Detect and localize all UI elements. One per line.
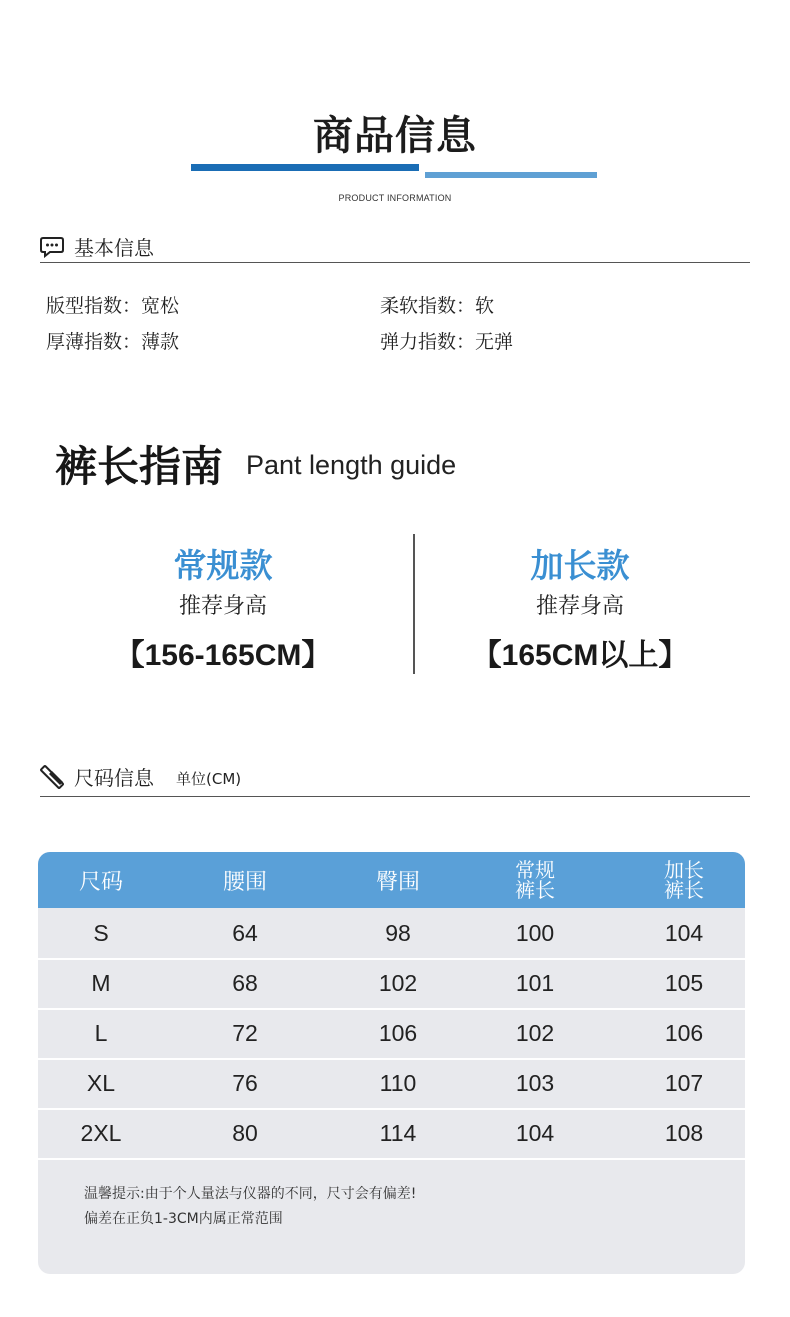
ruler-pencil-icon bbox=[40, 765, 64, 787]
cell-size: XL bbox=[86, 1070, 116, 1096]
cell-regular: 102 bbox=[515, 1020, 555, 1046]
cell-long: 107 bbox=[664, 1070, 704, 1096]
size-unit: 单位(CM) bbox=[176, 770, 242, 788]
cell-long: 108 bbox=[664, 1120, 704, 1146]
table-row bbox=[38, 908, 745, 960]
cell-hip: 114 bbox=[379, 1120, 417, 1146]
cell-regular: 101 bbox=[515, 970, 555, 996]
info-thickness bbox=[46, 327, 179, 354]
guide-long-title: 加长款 bbox=[530, 546, 630, 585]
cell-waist: 68 bbox=[232, 970, 258, 996]
size-table bbox=[38, 852, 745, 1274]
col-size: 尺码 bbox=[78, 869, 123, 895]
col-waist: 腰围 bbox=[222, 869, 267, 895]
cell-waist: 64 bbox=[232, 920, 258, 946]
info-softness bbox=[380, 291, 494, 318]
guide-regular-range: 【156-165CM】 bbox=[114, 639, 332, 672]
table-header bbox=[38, 852, 745, 908]
guide-regular-title: 常规款 bbox=[173, 546, 273, 585]
cell-long: 106 bbox=[664, 1020, 704, 1046]
cell-waist: 76 bbox=[232, 1070, 258, 1096]
cell-long: 104 bbox=[664, 920, 704, 946]
size-note: 偏差在正负1-3CM内属正常范围 bbox=[84, 1211, 283, 1227]
cell-hip: 110 bbox=[379, 1070, 417, 1096]
info-label: 厚薄指数： bbox=[46, 331, 142, 353]
size-info-title: 尺码信息 bbox=[74, 766, 154, 790]
cell-long: 105 bbox=[664, 970, 704, 996]
info-fit bbox=[46, 291, 179, 318]
size-info-header bbox=[40, 762, 750, 797]
title-underline-dark bbox=[191, 164, 419, 171]
basic-info-header bbox=[40, 232, 750, 263]
col-hip: 臀围 bbox=[375, 869, 420, 895]
info-value: 宽松 bbox=[141, 295, 180, 317]
basic-info-title: 基本信息 bbox=[74, 236, 154, 260]
col-long-length: 加长 裤长 bbox=[664, 858, 704, 902]
cell-regular: 104 bbox=[515, 1120, 555, 1146]
info-value: 无弹 bbox=[475, 331, 514, 353]
cell-hip: 98 bbox=[385, 920, 411, 946]
cell-waist: 80 bbox=[232, 1120, 258, 1146]
guide-long-range: 【165CM以上】 bbox=[471, 639, 689, 672]
table-row bbox=[38, 958, 745, 1010]
chat-bubble-icon bbox=[40, 236, 64, 258]
table-row bbox=[38, 1058, 745, 1110]
cell-hip: 102 bbox=[378, 970, 418, 996]
cell-size: M bbox=[91, 970, 111, 996]
info-label: 弹力指数： bbox=[380, 331, 476, 353]
info-label: 柔软指数： bbox=[380, 295, 476, 317]
col-regular-length: 常规 裤长 bbox=[515, 858, 555, 902]
cell-size: L bbox=[94, 1020, 108, 1046]
cell-regular: 100 bbox=[515, 920, 555, 946]
guide-divider bbox=[413, 534, 415, 674]
page-subtitle: PRODUCT INFORMATION bbox=[338, 193, 452, 203]
guide-title: 裤长指南 bbox=[55, 442, 224, 491]
cell-hip: 106 bbox=[378, 1020, 418, 1046]
info-elasticity bbox=[380, 327, 513, 354]
info-value: 软 bbox=[475, 295, 495, 317]
guide-long-label: 推荐身高 bbox=[535, 594, 624, 619]
info-value: 薄款 bbox=[141, 331, 180, 353]
cell-regular: 103 bbox=[515, 1070, 555, 1096]
guide-title-en: Pant length guide bbox=[246, 450, 457, 480]
title-underline-light bbox=[425, 172, 597, 178]
cell-waist: 72 bbox=[232, 1020, 258, 1046]
info-label: 版型指数： bbox=[46, 295, 142, 317]
size-note: 温馨提示:由于个人量法与仪器的不同，尺寸会有偏差! bbox=[84, 1186, 417, 1202]
cell-size: S bbox=[93, 920, 109, 946]
table-row bbox=[38, 1008, 745, 1060]
cell-size: 2XL bbox=[80, 1120, 122, 1146]
page-title: 商品信息 bbox=[313, 113, 477, 159]
table-row bbox=[38, 1108, 745, 1160]
guide-regular-label: 推荐身高 bbox=[178, 594, 267, 619]
